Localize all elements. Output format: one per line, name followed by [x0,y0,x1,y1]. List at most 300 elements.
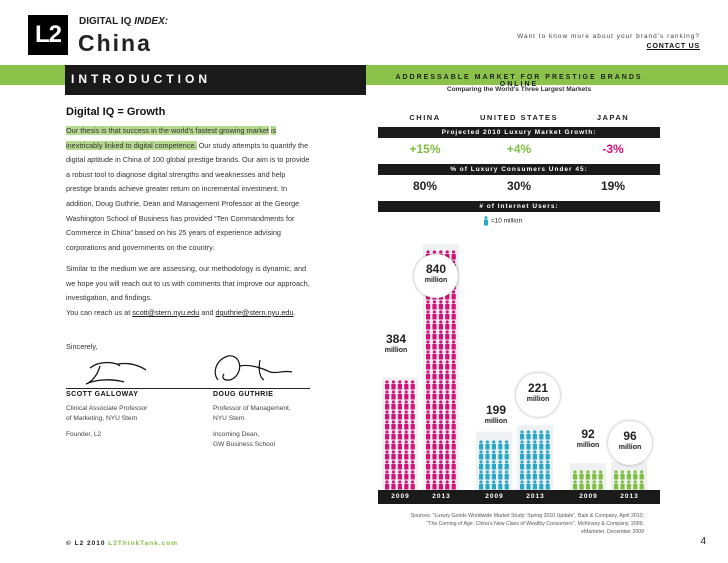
person-body [539,444,543,450]
person-head [614,470,617,473]
person-head [614,480,617,483]
person-head [411,430,414,433]
person-body [526,434,530,440]
person-body [485,474,489,480]
person-head [411,420,414,423]
person-head [398,450,401,453]
person-body [391,404,395,410]
person-body [404,394,408,400]
person-body [411,404,415,410]
copyright-text: © L2 2010 [66,540,109,547]
person-head [392,400,395,403]
person-head [520,460,523,463]
person-head [439,380,442,383]
person-body [432,374,436,380]
value-china-2009: 384 [385,332,407,346]
person-head [385,460,388,463]
person-body [526,444,530,450]
person-body [614,484,618,490]
person-body [385,394,389,400]
email-link-scott[interactable]: scott@stern.nyu.edu [132,308,200,317]
legend-text: =10 million [490,217,523,225]
person-body [385,384,389,390]
bar-us-2009 [476,432,512,490]
person-body [404,454,408,460]
person-head [446,340,449,343]
person-body [485,464,489,470]
contact-us-link[interactable]: CONTACT US [646,43,700,50]
person-body [398,444,402,450]
person-body [391,464,395,470]
person-head [527,430,530,433]
person-head [385,400,388,403]
person-head [392,410,395,413]
year-label-us-2013: 2013 [526,493,545,500]
person-head [405,400,408,403]
ranking-prompt: Want to know more about your brand's ranking? [517,33,700,40]
person-body [620,484,624,490]
person-head [439,390,442,393]
person-body [426,474,430,480]
person-body [445,444,449,450]
person-body [452,444,456,450]
value-us-2013: 221 [527,381,549,395]
person-head [385,470,388,473]
person-head [439,410,442,413]
unit-us-2013: million [526,396,550,403]
person-body [432,324,436,330]
person-head [446,380,449,383]
person-head [492,440,495,443]
copyright [66,540,178,547]
person-body [445,384,449,390]
site-link[interactable]: L2ThinkTank.com [108,540,179,547]
person-head [433,370,436,373]
person-body [391,474,395,480]
person-head [398,410,401,413]
person-head [426,390,429,393]
person-head [426,420,429,423]
person-body [432,314,436,320]
email-link-doug[interactable]: dguthrie@stern.nyu.edu [215,308,294,317]
person-head [411,390,414,393]
person-body [445,464,449,470]
value-bubble-japan-2013 [608,421,652,465]
person-head [540,450,543,453]
person-head [527,450,530,453]
person-body [404,384,408,390]
person-head [433,320,436,323]
person-head [405,480,408,483]
person-head [486,440,489,443]
value-bubble-china-2013 [414,254,458,298]
year-label-japan-2013: 2013 [620,493,639,500]
person-body [479,484,483,490]
person-head [439,430,442,433]
person-head [452,420,455,423]
person-body [398,454,402,460]
person-head [640,480,643,483]
person-head [540,460,543,463]
person-head [452,320,455,323]
person-head [446,410,449,413]
person-body [432,414,436,420]
person-body [452,254,456,260]
person-body [485,444,489,450]
person-body [391,414,395,420]
person-body [426,314,430,320]
signer-name-galloway: SCOTT GALLOWAY [66,391,139,398]
value-bubble-us-2013 [516,373,560,417]
person-body [520,434,524,440]
person-body [452,404,456,410]
person-head [546,480,549,483]
person-head [446,250,449,253]
person-body [592,484,596,490]
internet-users-chart [378,228,660,498]
growth-us: +4% [506,142,532,156]
person-head [452,440,455,443]
person-body [526,484,530,490]
person-head [452,430,455,433]
person-body [640,484,644,490]
growth-china: +15% [409,142,441,156]
bar-us-2013 [517,425,553,490]
person-head [426,440,429,443]
person-head [499,470,502,473]
person-head [634,480,637,483]
value-label-china-2009 [374,333,418,356]
person-head [405,450,408,453]
person-body [411,484,415,490]
value-us-2009: 199 [485,403,507,417]
person-body [385,454,389,460]
unit-us-2009: million [484,418,508,425]
person-body [520,464,524,470]
person-head [546,440,549,443]
person-head [520,430,523,433]
person-body [520,454,524,460]
column-china: CHINA [409,113,441,122]
person-body [452,474,456,480]
person-body [426,444,430,450]
person-head [439,420,442,423]
person-body [452,484,456,490]
person-head [426,470,429,473]
person-body [426,374,430,380]
person-body [432,344,436,350]
person-head [411,450,414,453]
person-body [398,424,402,430]
person-body [385,444,389,450]
person-body [479,444,483,450]
value-label-us-2009 [474,404,518,427]
person-head [486,480,489,483]
person-body [391,434,395,440]
person-head [426,410,429,413]
person-head [439,400,442,403]
person-body [640,474,644,480]
person-body [485,484,489,490]
person-body [426,454,430,460]
person-head [452,250,455,253]
person-head [405,430,408,433]
person-head [385,410,388,413]
person-body [533,454,537,460]
intro-paragraph-2: Similar to the medium we are assessing, our methodology is dynamic, and we hope you will reach out to us with comments that improve our approach, investigation, and findings. [66,264,310,303]
person-body [479,464,483,470]
person-head [433,460,436,463]
person-body [404,484,408,490]
person-head [533,440,536,443]
person-head [433,390,436,393]
person-head [392,420,395,423]
signature-guthrie [210,350,300,388]
person-body [505,464,509,470]
person-head [452,400,455,403]
person-head [527,460,530,463]
person-body [539,454,543,460]
person-body [633,474,637,480]
person-body [398,474,402,480]
person-body [452,314,456,320]
person-icon [483,216,489,226]
person-head [433,400,436,403]
person-body [445,474,449,480]
value-japan-2009: 92 [581,427,595,441]
person-body [432,304,436,310]
band-under45: % of Luxury Consumers Under 45: [378,164,660,175]
galloway-line3: Founder, L2 [66,431,102,438]
person-head [392,440,395,443]
person-body [411,424,415,430]
person-body [452,374,456,380]
person-body [398,484,402,490]
person-body [398,404,402,410]
person-head [446,470,449,473]
person-body [426,434,430,440]
person-head [426,400,429,403]
person-head [520,480,523,483]
person-head [439,360,442,363]
page-number: 4 [700,536,706,547]
person-head [492,460,495,463]
person-head [439,310,442,313]
person-head [499,450,502,453]
intro-section-title: INTRODUCTION [65,65,366,95]
person-head [546,430,549,433]
person-body [439,414,443,420]
person-head [392,430,395,433]
person-head [499,480,502,483]
signer-title-guthrie [213,404,323,450]
person-body [398,394,402,400]
under45-japan: 19% [600,179,626,193]
bar-japan-2013 [611,462,647,490]
person-head [446,420,449,423]
person-head [593,470,596,473]
growth-heading: Digital IQ = Growth [66,106,166,118]
person-head [426,320,429,323]
person-body [627,474,631,480]
person-head [426,250,429,253]
person-body [526,454,530,460]
person-body [452,434,456,440]
person-body [445,364,449,370]
person-body [391,454,395,460]
person-body [385,424,389,430]
person-body [439,364,443,370]
value-label-japan-2009 [566,428,610,451]
person-head [439,440,442,443]
person-body [492,474,496,480]
person-head [452,330,455,333]
person-head [385,430,388,433]
signature-divider [66,388,310,389]
person-body [432,444,436,450]
person-body [533,434,537,440]
person-body [391,384,395,390]
person-body [391,444,395,450]
person-head [426,450,429,453]
person-body [492,464,496,470]
person-head [439,340,442,343]
person-body [391,424,395,430]
person-head [426,370,429,373]
person-head [433,410,436,413]
person-body [398,434,402,440]
value-japan-2013: 96 [623,429,637,443]
person-body [411,454,415,460]
person-body [505,444,509,450]
intro-paragraph-3 [66,306,310,321]
person-body [505,484,509,490]
person-head [398,440,401,443]
person-body [385,464,389,470]
person-body [452,354,456,360]
person-head [446,400,449,403]
person-head [540,440,543,443]
person-body [492,454,496,460]
person-body [432,484,436,490]
person-body [452,294,456,300]
year-label-china-2009: 2009 [391,493,410,500]
person-body [445,324,449,330]
person-head [411,400,414,403]
person-head [492,450,495,453]
person-head [433,430,436,433]
person-head [385,390,388,393]
page-title: China [78,30,152,56]
column-japan: JAPAN [596,113,630,122]
person-head [505,480,508,483]
person-head [433,330,436,333]
person-head [433,470,436,473]
person-body [505,474,509,480]
person-body [633,484,637,490]
person-head [452,480,455,483]
year-label-china-2013: 2013 [432,493,451,500]
unit-japan-2009: million [576,442,600,449]
person-body [546,474,550,480]
person-body [452,414,456,420]
person-head [486,460,489,463]
person-head [446,300,449,303]
person-body [485,454,489,460]
digital-iq-label: DIGITAL IQ INDEX: [79,16,169,27]
person-body [586,474,590,480]
p3-mid: and [199,308,216,317]
person-body [445,304,449,310]
person-body [404,464,408,470]
person-head [533,450,536,453]
under45-china: 80% [412,179,438,193]
person-body [404,434,408,440]
person-head [433,350,436,353]
person-body [439,314,443,320]
person-head [426,340,429,343]
person-body [452,304,456,310]
person-body [445,454,449,460]
unit-japan-2013: million [618,444,642,451]
column-us: UNITED STATES [480,113,558,122]
person-body [439,304,443,310]
person-head [433,340,436,343]
person-head [580,470,583,473]
person-body [404,474,408,480]
person-head [426,360,429,363]
person-body [426,384,430,390]
person-head [621,480,624,483]
person-body [452,344,456,350]
signer-title-galloway [66,404,176,440]
person-head [385,450,388,453]
intro-paragraph-1 [66,124,310,255]
person-body [426,424,430,430]
person-body [426,464,430,470]
person-body [391,484,395,490]
person-head [634,470,637,473]
person-body [432,364,436,370]
highlight-1: Our thesis is that success in the world's fastest growing market [66,126,269,135]
person-head [446,330,449,333]
person-head [540,430,543,433]
person-head [452,340,455,343]
person-body [546,434,550,440]
person-body [432,434,436,440]
person-head [533,460,536,463]
person-head [446,480,449,483]
person-head [433,360,436,363]
person-body [411,394,415,400]
person-head [385,420,388,423]
person-body [426,324,430,330]
person-head [439,320,442,323]
person-body [411,474,415,480]
band-growth: Projected 2010 Luxury Market Growth: [378,127,660,138]
person-head [398,390,401,393]
person-head [439,250,442,253]
person-head [479,470,482,473]
bar-china-2009 [382,377,418,490]
person-body [627,484,631,490]
person-body [520,484,524,490]
person-body [498,484,502,490]
person-body [579,474,583,480]
person-head [426,380,429,383]
person-body [498,464,502,470]
person-head [392,450,395,453]
